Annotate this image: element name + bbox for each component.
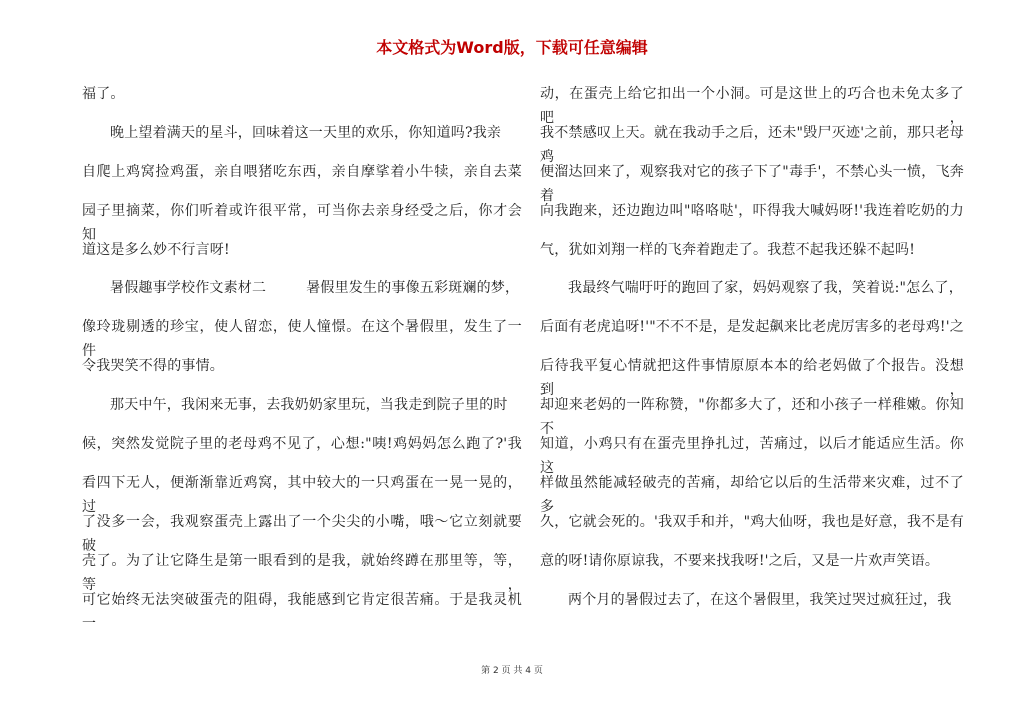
text-line: 福了。 [82, 86, 125, 102]
text-line: 看四下无人，便渐渐靠近鸡窝，其中较大的一只鸡蛋在一晃一晃的，过 [82, 474, 522, 515]
text-line: 意的呀!请你原谅我，不要来找我呀!'之后，又是一片欢声笑语。 [540, 552, 940, 569]
text-line: 知道，小鸡只有在蛋壳里挣扎过，苦痛过，以后才能适应生活。你这 [540, 436, 964, 477]
right-text-column [540, 82, 964, 626]
text-line: 却迎来老妈的一阵称赞，"你都多大了，还和小孩子一样稚嫩。你知不 [540, 397, 964, 438]
text-line: 便溜达回来了，观察我对它的孩子下了"毒手'，不禁心头一愤，飞奔着 [540, 163, 964, 204]
left-text-column [82, 82, 522, 632]
text-line: 动，在蛋壳上给它扣出一个小洞。可是这世上的巧合也未免太多了吧， [540, 86, 964, 126]
text-line: 后面有老虎追呀!'"不不不是，是发起飙来比老虎厉害多的老母鸡!'之 [540, 319, 964, 336]
text-line: 像玲珑剔透的珍宝，使人留恋，使人憧憬。在这个暑假里，发生了一件 [82, 319, 522, 360]
text-line: 了没多一会，我观察蛋壳上露出了一个尖尖的小嘴，哦～它立刻就要破 [82, 513, 522, 554]
document-banner: 本文格式为Word版，下载可任意编辑 [376, 38, 648, 57]
text-line: 园子里摘菜，你们听着或许很平常，可当你去亲身经受之后，你才会知 [82, 202, 522, 243]
text-line: 那天中午，我闲来无事，去我奶奶家里玩，当我走到院子里的时 [110, 397, 508, 414]
text-line: 晚上望着满天的星斗，回味着这一天里的欢乐，你知道吗?我亲 [110, 124, 502, 141]
text-line-tail: 暑假里发生的事像五彩斑斓的梦， [306, 280, 520, 297]
section-heading-line [82, 276, 522, 315]
text-line: 可它始终无法突破蛋壳的阻碍，我能感到它肯定很苦痛。于是我灵机一 [82, 591, 522, 632]
text-line: 令我哭笑不得的事情。 [82, 358, 224, 375]
text-line: 久，它就会死的。'我双手和并，"鸡大仙呀，我也是好意，我不是有 [540, 513, 964, 530]
section-heading: 暑假趣事学校作文素材二 [110, 280, 267, 297]
text-line: 气，犹如刘翔一样的飞奔着跑走了。我惹不起我还躲不起吗! [540, 241, 916, 258]
text-line: 样做虽然能减轻破壳的苦痛，却给它以后的生活带来灾难，过不了多 [540, 474, 964, 515]
text-line: 自爬上鸡窝捡鸡蛋，亲自喂猪吃东西，亲自摩挲着小牛犊，亲自去菜 [82, 163, 522, 180]
text-line: 我不禁感叹上天。就在我动手之后，还未"毁尸灭迹'之前，那只老母鸡 [540, 124, 964, 165]
text-line: 两个月的暑假过去了，在这个暑假里，我笑过哭过疯狂过，我 [568, 591, 952, 608]
text-line: 后待我平复心情就把这件事情原原本本的给老妈做了个报告。没想到， [540, 358, 964, 399]
text-line: 向我跑来，还边跑边叫"咯咯哒'，吓得我大喊妈呀!'我连着吃奶的力 [540, 202, 964, 219]
text-line: 壳了。为了让它降生是第一眼看到的是我，就始终蹲在那里等，等，等， [82, 552, 522, 593]
text-line: 候，突然发觉院子里的老母鸡不见了，心想:"咦!鸡妈妈怎么跑了?'我 [82, 436, 522, 453]
text-line: 道这是多么妙不行言呀! [82, 241, 230, 258]
text-line: 我最终气喘吁吁的跑回了家，妈妈观察了我，笑着说:"怎么了， [568, 280, 963, 297]
page-number: 第 2 页 共 4 页 [481, 666, 543, 676]
